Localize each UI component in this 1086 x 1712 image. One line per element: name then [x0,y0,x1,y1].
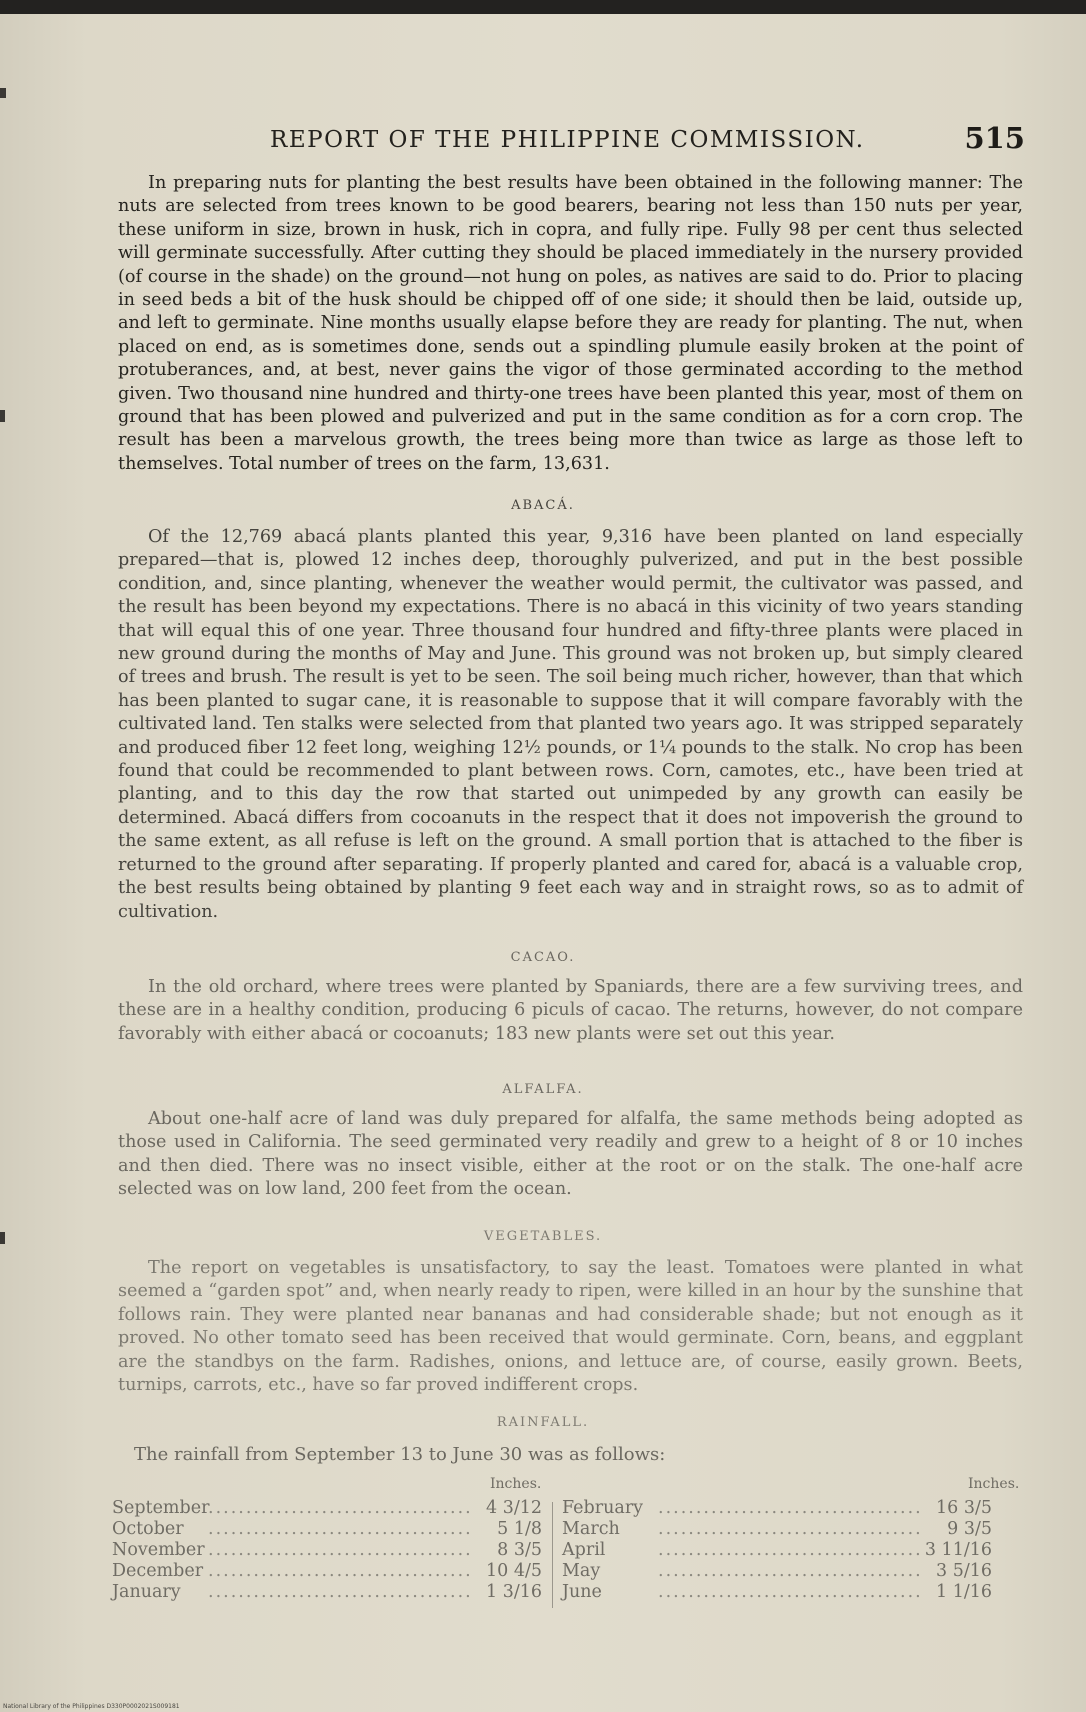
section-heading-rainfall: RAINFALL. [496,1415,590,1430]
dot-leader: ................................... [658,1582,923,1602]
vegetables-section [118,1257,1023,1397]
rainfall-value: 1 3/16 [486,1582,542,1602]
abaca-paragraph: Of the 12,769 abacá plants planted this year, 9,316 have been planted on land especially prepared—that is, plowed 12 inches deep, thoroughly pulverized, and put in the best possible condition, and, since planting, whenever the weather would permit, the cultivator was passed, and the result has been beyond my expectations. There is no abacá in this vicinity of two years standing that will equal this of one year. Three thousand four hundred and fifty-three plants were placed in new ground during the months of May and June. This ground was not broken up, but simply cleared of trees and brush. The result is yet to be seen. The soil being much richer, however, than that which has been planted to sugar cane, it is reasonable to suppose that it will compare favorably with the cultivated land. Ten stalks were selected from that planted two years ago. It was stripped separately and produced fiber 12 feet long, weighing 12½ pounds, or 1¼ pounds to the stalk. No crop has been found that could be recommended to plant between rows. Corn, camotes, etc., have been tried at planting, and to this day the row that started out unimpeded by any growth can easily be determined. Abacá differs from cocoanuts in the respect that it does not impoverish the ground to the same extent, as all refuse is left on the ground. A small portion that is attached to the fiber is returned to the ground after separating. If properly planted and cared for, abacá is a valuable crop, the best results being obtained by planting 9 feet each way and in straight rows, so as to admit of cultivation. [118,527,1023,922]
month-label: October [112,1519,184,1539]
rainfall-value: 3 11/16 [924,1540,992,1560]
abaca-section [118,526,1023,924]
table-row [562,1561,992,1582]
table-row [562,1519,992,1540]
rainfall-value: 10 4/5 [486,1561,542,1581]
rainfall-column-right [562,1498,992,1603]
month-label: February [562,1498,644,1518]
intro-paragraph: In preparing nuts for planting the best results have been obtained in the following manner: The nuts are selected from trees known to be good bearers, bearing not less than 150 nuts per year, these uniform in size, brown in husk, rich in copra, and fully ripe. Fully 98 per cent thus selected will germinate successfully. After cutting they should be placed immediately in the nursery provided (of course in the shade) on the ground—not hung on poles, as natives are said to do. Prior to placing in seed beds a bit of the husk should be chipped off of one side; it should then be laid, outside up, and left to germinate. Nine months usually elapse before they are ready for planting. The nut, when placed on end, as is sometimes done, sends out a spindling plumule easily broken at the point of protuberances, and, at best, never gains the vigor of those germinated according to the method given. Two thousand nine hundred and thirty-one trees have been planted this year, most of them on ground that has been plowed and pulverized and put in the same condition as for a corn crop. The result has been a marvelous growth, the trees being more than twice as large as those left to themselves. Total number of trees on the farm, 13,631. [118,173,1023,474]
cacao-paragraph: In the old orchard, where trees were planted by Spaniards, there are a few surviving trees, and these are in a healthy condition, producing 6 piculs of cacao. The returns, however, do not compare favorably with either abacá or cocoanuts; 183 new plants were set out this year. [118,977,1023,1044]
table-row [112,1498,542,1519]
table-row [112,1561,542,1582]
scan-top-edge [0,0,1086,14]
month-label: September [112,1498,210,1518]
section-heading-abaca: ABACÁ. [511,498,575,513]
month-label: January [112,1582,181,1602]
rainfall-value: 16 3/5 [936,1498,992,1518]
month-label: April [562,1540,606,1560]
rainfall-value: 4 3/12 [486,1498,542,1518]
dot-leader: ................................... [208,1519,473,1539]
rainfall-value: 9 3/5 [947,1519,992,1539]
alfalfa-paragraph: About one-half acre of land was duly prepared for alfalfa, the same methods being adopted as those used in California. The seed germinated very readily and grew to a height of 8 or 10 inches and then died. There was no insect visible, either at the root or on the stalk. The one-half acre selected was on low land, 200 feet from the ocean. [118,1109,1023,1200]
month-label: June [562,1582,602,1602]
dot-leader: ................................... [658,1519,923,1539]
page-header [270,121,1025,161]
rainfall-intro: The rainfall from September 13 to June 30 was as follows: [134,1444,666,1465]
scan-edge-mark [0,88,6,98]
dot-leader: ................................... [208,1561,473,1581]
month-label: May [562,1561,601,1581]
table-row [112,1519,542,1540]
table-divider [552,1502,553,1608]
rainfall-unit-label-left: Inches. [490,1476,542,1492]
rainfall-value: 5 1/8 [497,1519,542,1539]
section-heading-alfalfa: ALFALFA. [502,1082,584,1097]
rainfall-value: 1 1/16 [936,1582,992,1602]
page-number: 515 [964,121,1025,155]
rainfall-unit-label-right: Inches. [968,1476,1020,1492]
running-title: REPORT OF THE PHILIPPINE COMMISSION. [270,127,865,153]
dot-leader: ................................... [658,1498,923,1518]
vegetables-paragraph: The report on vegetables is unsatisfactory, to say the least. Tomatoes were planted in what seemed a “garden spot” and, when nearly ready to ripen, were killed in an hour by the sunshine that follows rain. They were planted near bananas and had considerable shade; but not enough as it proved. No other tomato seed has been received that would germinate. Corn, beans, and eggplant are the standbys on the farm. Radishes, onions, and lettuce are, of course, easily grown. Beets, turnips, carrots, etc., have so far proved indifferent crops. [118,1258,1023,1396]
rainfall-column-left [112,1498,542,1603]
month-label: December [112,1561,204,1581]
dot-leader: ................................... [208,1582,473,1602]
month-label: November [112,1540,205,1560]
rainfall-value: 8 3/5 [497,1540,542,1560]
month-label: March [562,1519,620,1539]
dot-leader: ................................... [658,1540,923,1560]
table-row [562,1540,992,1561]
dot-leader: ................................... [208,1540,473,1560]
dot-leader: ................................... [208,1498,473,1518]
rainfall-value: 3 5/16 [936,1561,992,1581]
section-heading-cacao: CACAO. [510,950,576,965]
section-heading-vegetables: VEGETABLES. [483,1229,603,1244]
table-row [112,1582,542,1603]
dot-leader: ................................... [658,1561,923,1581]
table-row [562,1498,992,1519]
table-row [562,1582,992,1603]
library-footer-note: National Library of the Philippines D330P0002021S009181 [3,1703,180,1710]
table-row [112,1540,542,1561]
coconut-paragraph-block [118,172,1023,476]
cacao-section [118,976,1023,1046]
alfalfa-section [118,1108,1023,1202]
rainfall-table [112,1476,1027,1606]
scan-edge-mark [0,410,5,422]
